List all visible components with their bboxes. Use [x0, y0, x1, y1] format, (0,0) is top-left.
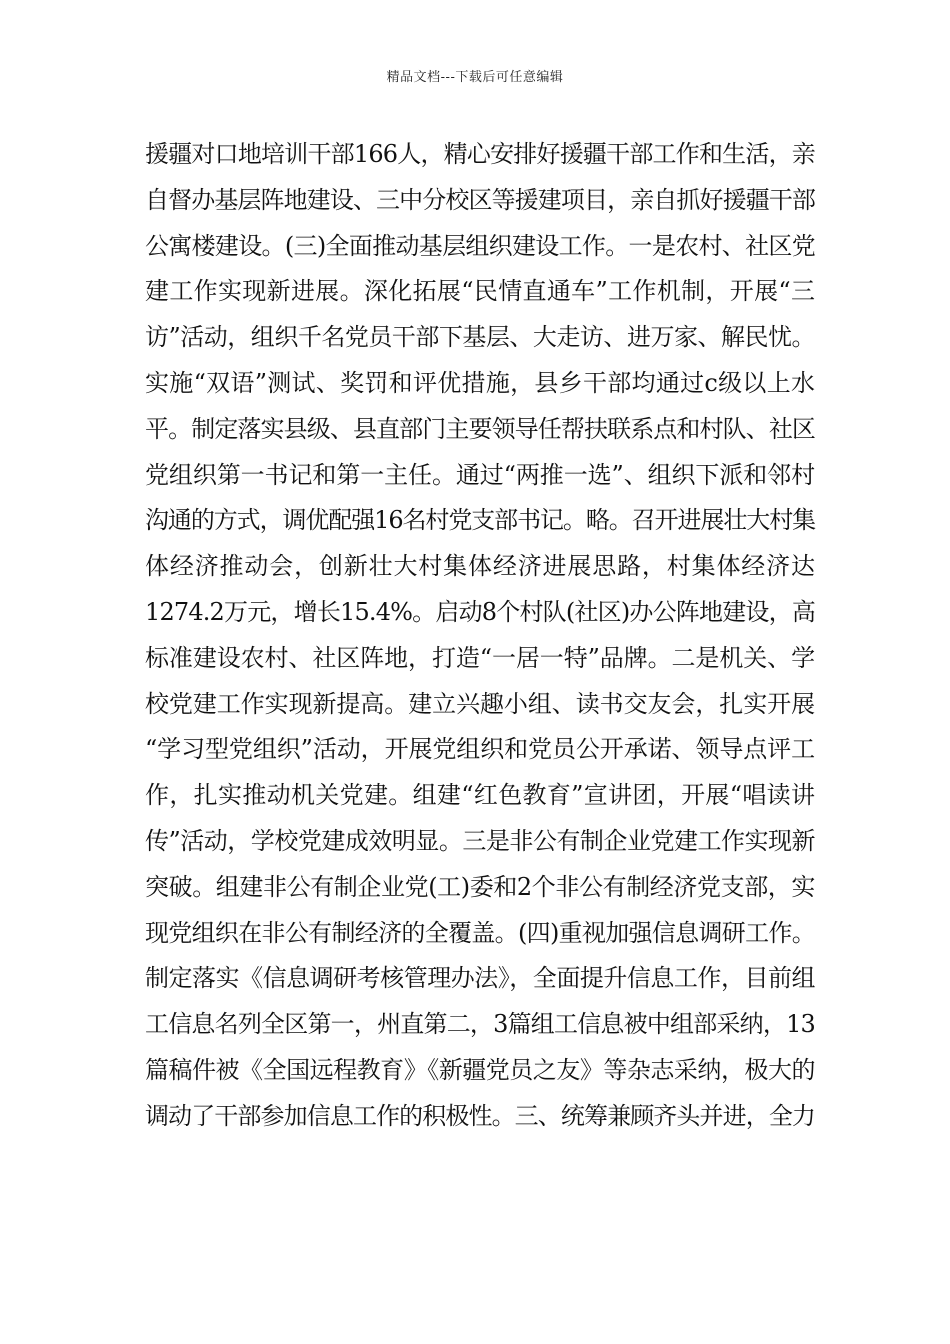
text-line: 校党建工作实现新提高。建立兴趣小组、读书交友会，扎实开展	[145, 689, 815, 718]
text-line: 1274.2万元，增长15.4%。启动8个村队(社区)办公阵地建设，高	[145, 597, 815, 626]
text-line: 自督办基层阵地建设、三中分校区等援建项目，亲自抓好援疆干部	[145, 185, 815, 214]
text-line: 制定落实《信息调研考核管理办法》，全面提升信息工作，目前组	[145, 964, 815, 993]
text-line: 平。制定落实县级、县直部门主要领导任帮扶联系点和村队、社区	[145, 414, 815, 443]
text-line: 建工作实现新进展。深化拓展“民情直通车”工作机制，开展“三	[145, 277, 816, 306]
text-line: 传”活动，学校党建成效明显。三是非公有制企业党建工作实现新	[145, 826, 815, 855]
text-line: 调动了干部参加信息工作的积极性。三、统筹兼顾齐头并进，全力	[145, 1101, 815, 1130]
text-line: 篇稿件被《全国远程教育》《新疆党员之友》等杂志采纳，极大的	[145, 1055, 815, 1084]
text-line: 体经济推动会，创新壮大村集体经济进展思路，村集体经济达	[145, 552, 816, 581]
text-line: 党组织第一书记和第一主任。通过“两推一选”、组织下派和邻村	[145, 460, 815, 489]
text-line: “学习型党组织”活动，开展党组织和党员公开承诺、领导点评工	[145, 735, 815, 764]
text-line: 标准建设农村、社区阵地，打造“一居一特”品牌。二是机关、学	[145, 643, 815, 672]
text-line: 访”活动，组织千名党员干部下基层、大走访、进万家、解民忧。	[145, 323, 815, 352]
text-line: 援疆对口地培训干部166人，精心安排好援疆干部工作和生活，亲	[145, 140, 815, 168]
text-line: 现党组织在非公有制经济的全覆盖。(四)重视加强信息调研工作。	[145, 918, 815, 947]
text-line: 作，扎实推动机关党建。组建“红色教育”宣讲团，开展“唱读讲	[145, 781, 816, 810]
text-line: 工信息名列全区第一，州直第二，3篇组工信息被中组部采纳，13	[145, 1010, 815, 1039]
text-line: 沟通的方式，调优配强16名村党支部书记。略。召开进展壮大村集	[145, 506, 815, 535]
text-line: 公寓楼建设。(三)全面推动基层组织建设工作。一是农村、社区党	[145, 231, 815, 260]
page-header: 精品文档---下载后可任意编辑	[386, 70, 564, 85]
text-line: 突破。组建非公有制企业党(工)委和2个非公有制经济党支部，实	[145, 872, 815, 901]
text-line: 实施“双语”测试、奖罚和评优措施，县乡干部均通过c级以上水	[145, 368, 816, 397]
body-text	[145, 132, 815, 1140]
